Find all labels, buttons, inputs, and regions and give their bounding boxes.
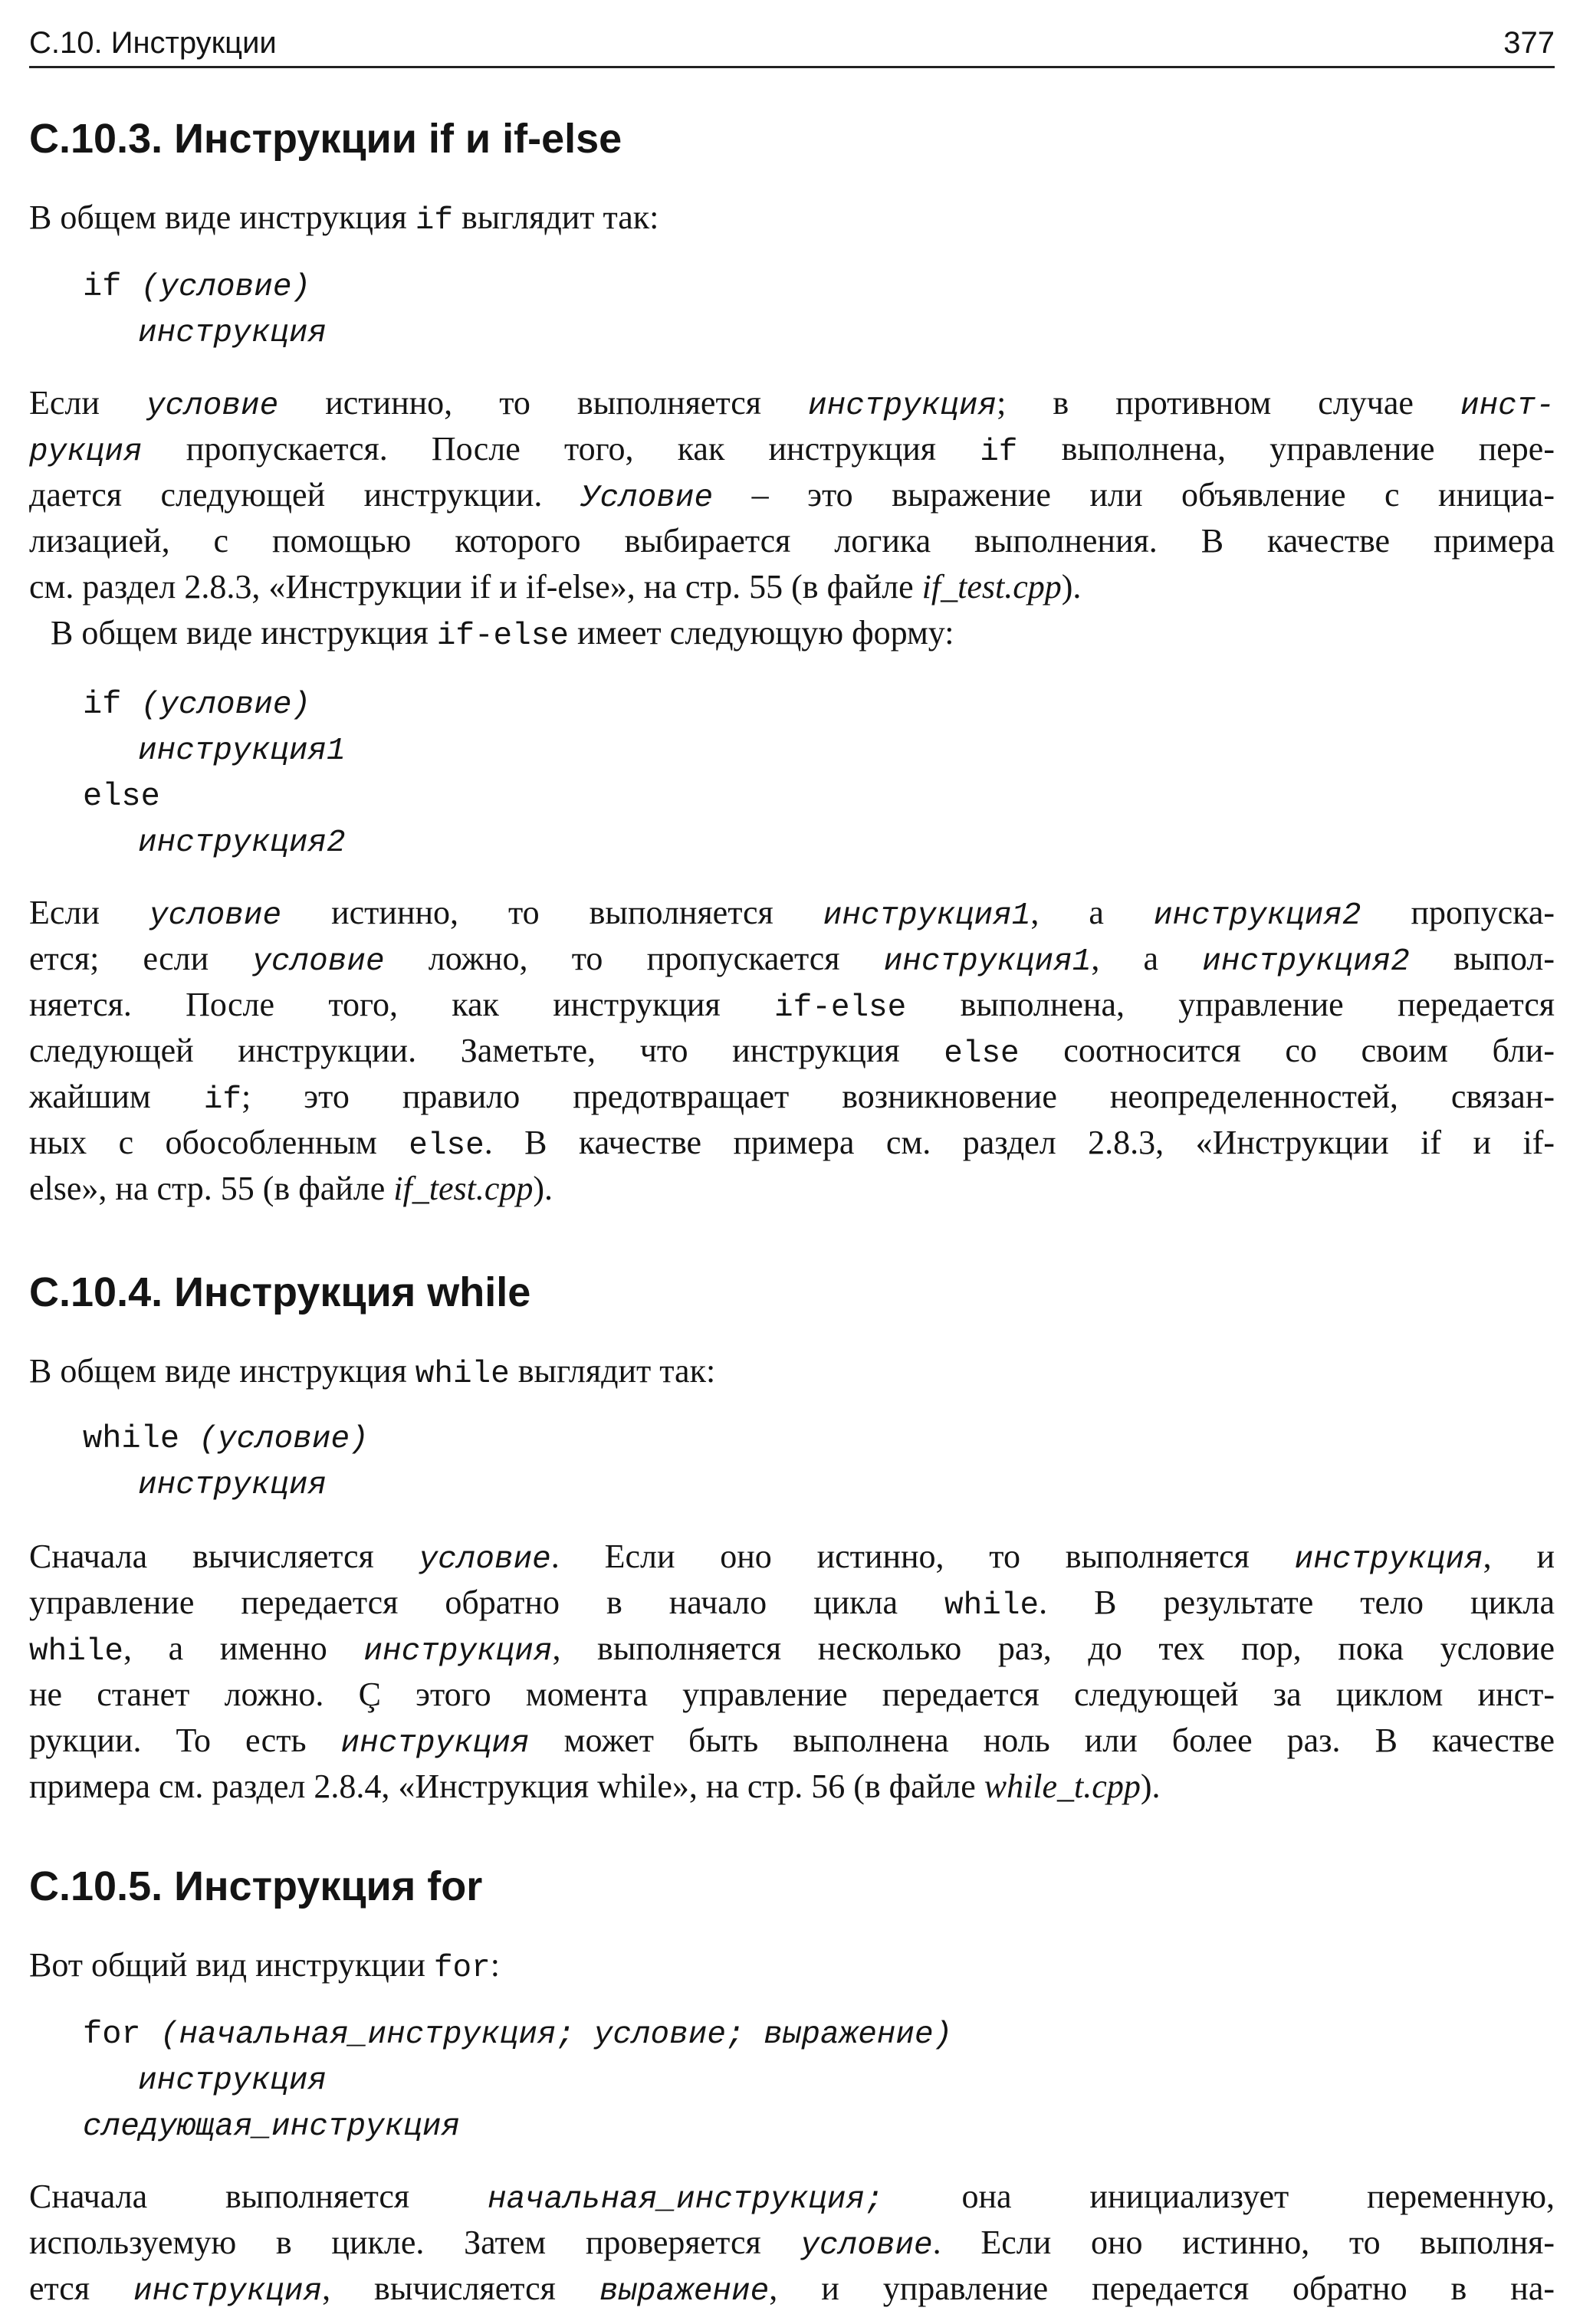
code-line: while (условие) [83,1420,369,1457]
paragraph-line: while, а именно инструкция, выполняется несколько раз, до тех пор, пока условие [29,1630,1555,1669]
code-line: else [83,778,160,815]
paragraph-line: В общем виде инструкция while выглядит так: [29,1352,716,1392]
paragraph-line: В общем виде инструкция if-else имеет следующую форму: [51,614,954,654]
paragraph-line: ных с обособленным else. В качестве примера см. раздел 2.8.3, «Инструкции if и if- [29,1124,1555,1164]
paragraph-line: см. раздел 2.8.3, «Инструкции if и if-else», на стр. 55 (в файле if_test.cpp). [29,568,1082,606]
section-heading-c-10-5: С.10.5. Инструкция for [29,1863,483,1909]
paragraph-line: ется инструкция, вычисляется выражение, и управление передается обратно в на- [29,2270,1555,2309]
code-line: инструкция2 [138,826,346,861]
paragraph-line: Сначала выполняется начальная_инструкция; она инициализует переменную, [29,2178,1555,2217]
paragraph-line: рукции. То есть инструкция может быть выполнена ноль или более раз. В качестве [29,1722,1555,1761]
code-line: for (начальная_инструкция; условие; выражение) [83,2016,953,2053]
paragraph-line: Сначала вычисляется условие. Если оно истинно, то выполняется инструкция, и [29,1538,1555,1577]
section-heading-c-10-3: С.10.3. Инструкции if и if-else [29,116,622,162]
paragraph-line: следующей инструкции. Заметьте, что инструкция else соотносится со своим бли- [29,1032,1555,1072]
code-line: if (условие) [83,686,311,723]
paragraph-line: В общем виде инструкция if выглядит так: [29,199,659,238]
paragraph-line: Вот общий вид инструкции for: [29,1946,500,1986]
code-line: инструкция [138,1468,327,1503]
code-line: if (условие) [83,268,311,305]
paragraph-line: Если условие истинно, то выполняется инструкция1, а инструкция2 пропуска- [29,894,1555,934]
paragraph-line: управление передается обратно в начало цикла while. В результате тело цикла [29,1584,1555,1623]
section-heading-c-10-4: С.10.4. Инструкция while [29,1269,531,1315]
paragraph-line: Если условие истинно, то выполняется инструкция; в противном случае инст- [29,384,1555,424]
code-line: инструкция [138,316,327,351]
paragraph-line: жайшим if; это правило предотвращает возникновение неопределенностей, связан- [29,1078,1555,1118]
paragraph-line: дается следующей инструкции. Условие – это выражение или объявление с инициа- [29,476,1555,516]
paragraph-line: не станет ложно. Ç этого момента управление передается следующей за циклом инст- [29,1676,1555,1713]
paragraph-line: няется. После того, как инструкция if-else выполнена, управление передается [29,986,1555,1026]
code-line: инструкция [138,2063,327,2099]
code-line: следующая_инструкция [83,2109,461,2145]
page-number: 377 [1503,26,1555,60]
paragraph-line: используемую в цикле. Затем проверяется условие. Если оно истинно, то выполня- [29,2224,1555,2263]
paragraph-line: ется; если условие ложно, то пропускается инструкция1, а инструкция2 выпол- [29,940,1555,980]
paragraph-line: рукция пропускается. После того, как инструкция if выполнена, управление пере- [29,430,1555,470]
code-line: инструкция1 [138,734,346,769]
paragraph-line: примера см. раздел 2.8.4, «Инструкция while», на стр. 56 (в файле while_t.cpp). [29,1768,1161,1805]
page-header [29,21,1555,68]
paragraph-line: лизацией, с помощью которого выбирается логика выполнения. В качестве примера [29,522,1555,560]
running-title: С.10. Инструкции [29,26,277,60]
paragraph-line: else», на стр. 55 (в файле if_test.cpp). [29,1170,553,1207]
